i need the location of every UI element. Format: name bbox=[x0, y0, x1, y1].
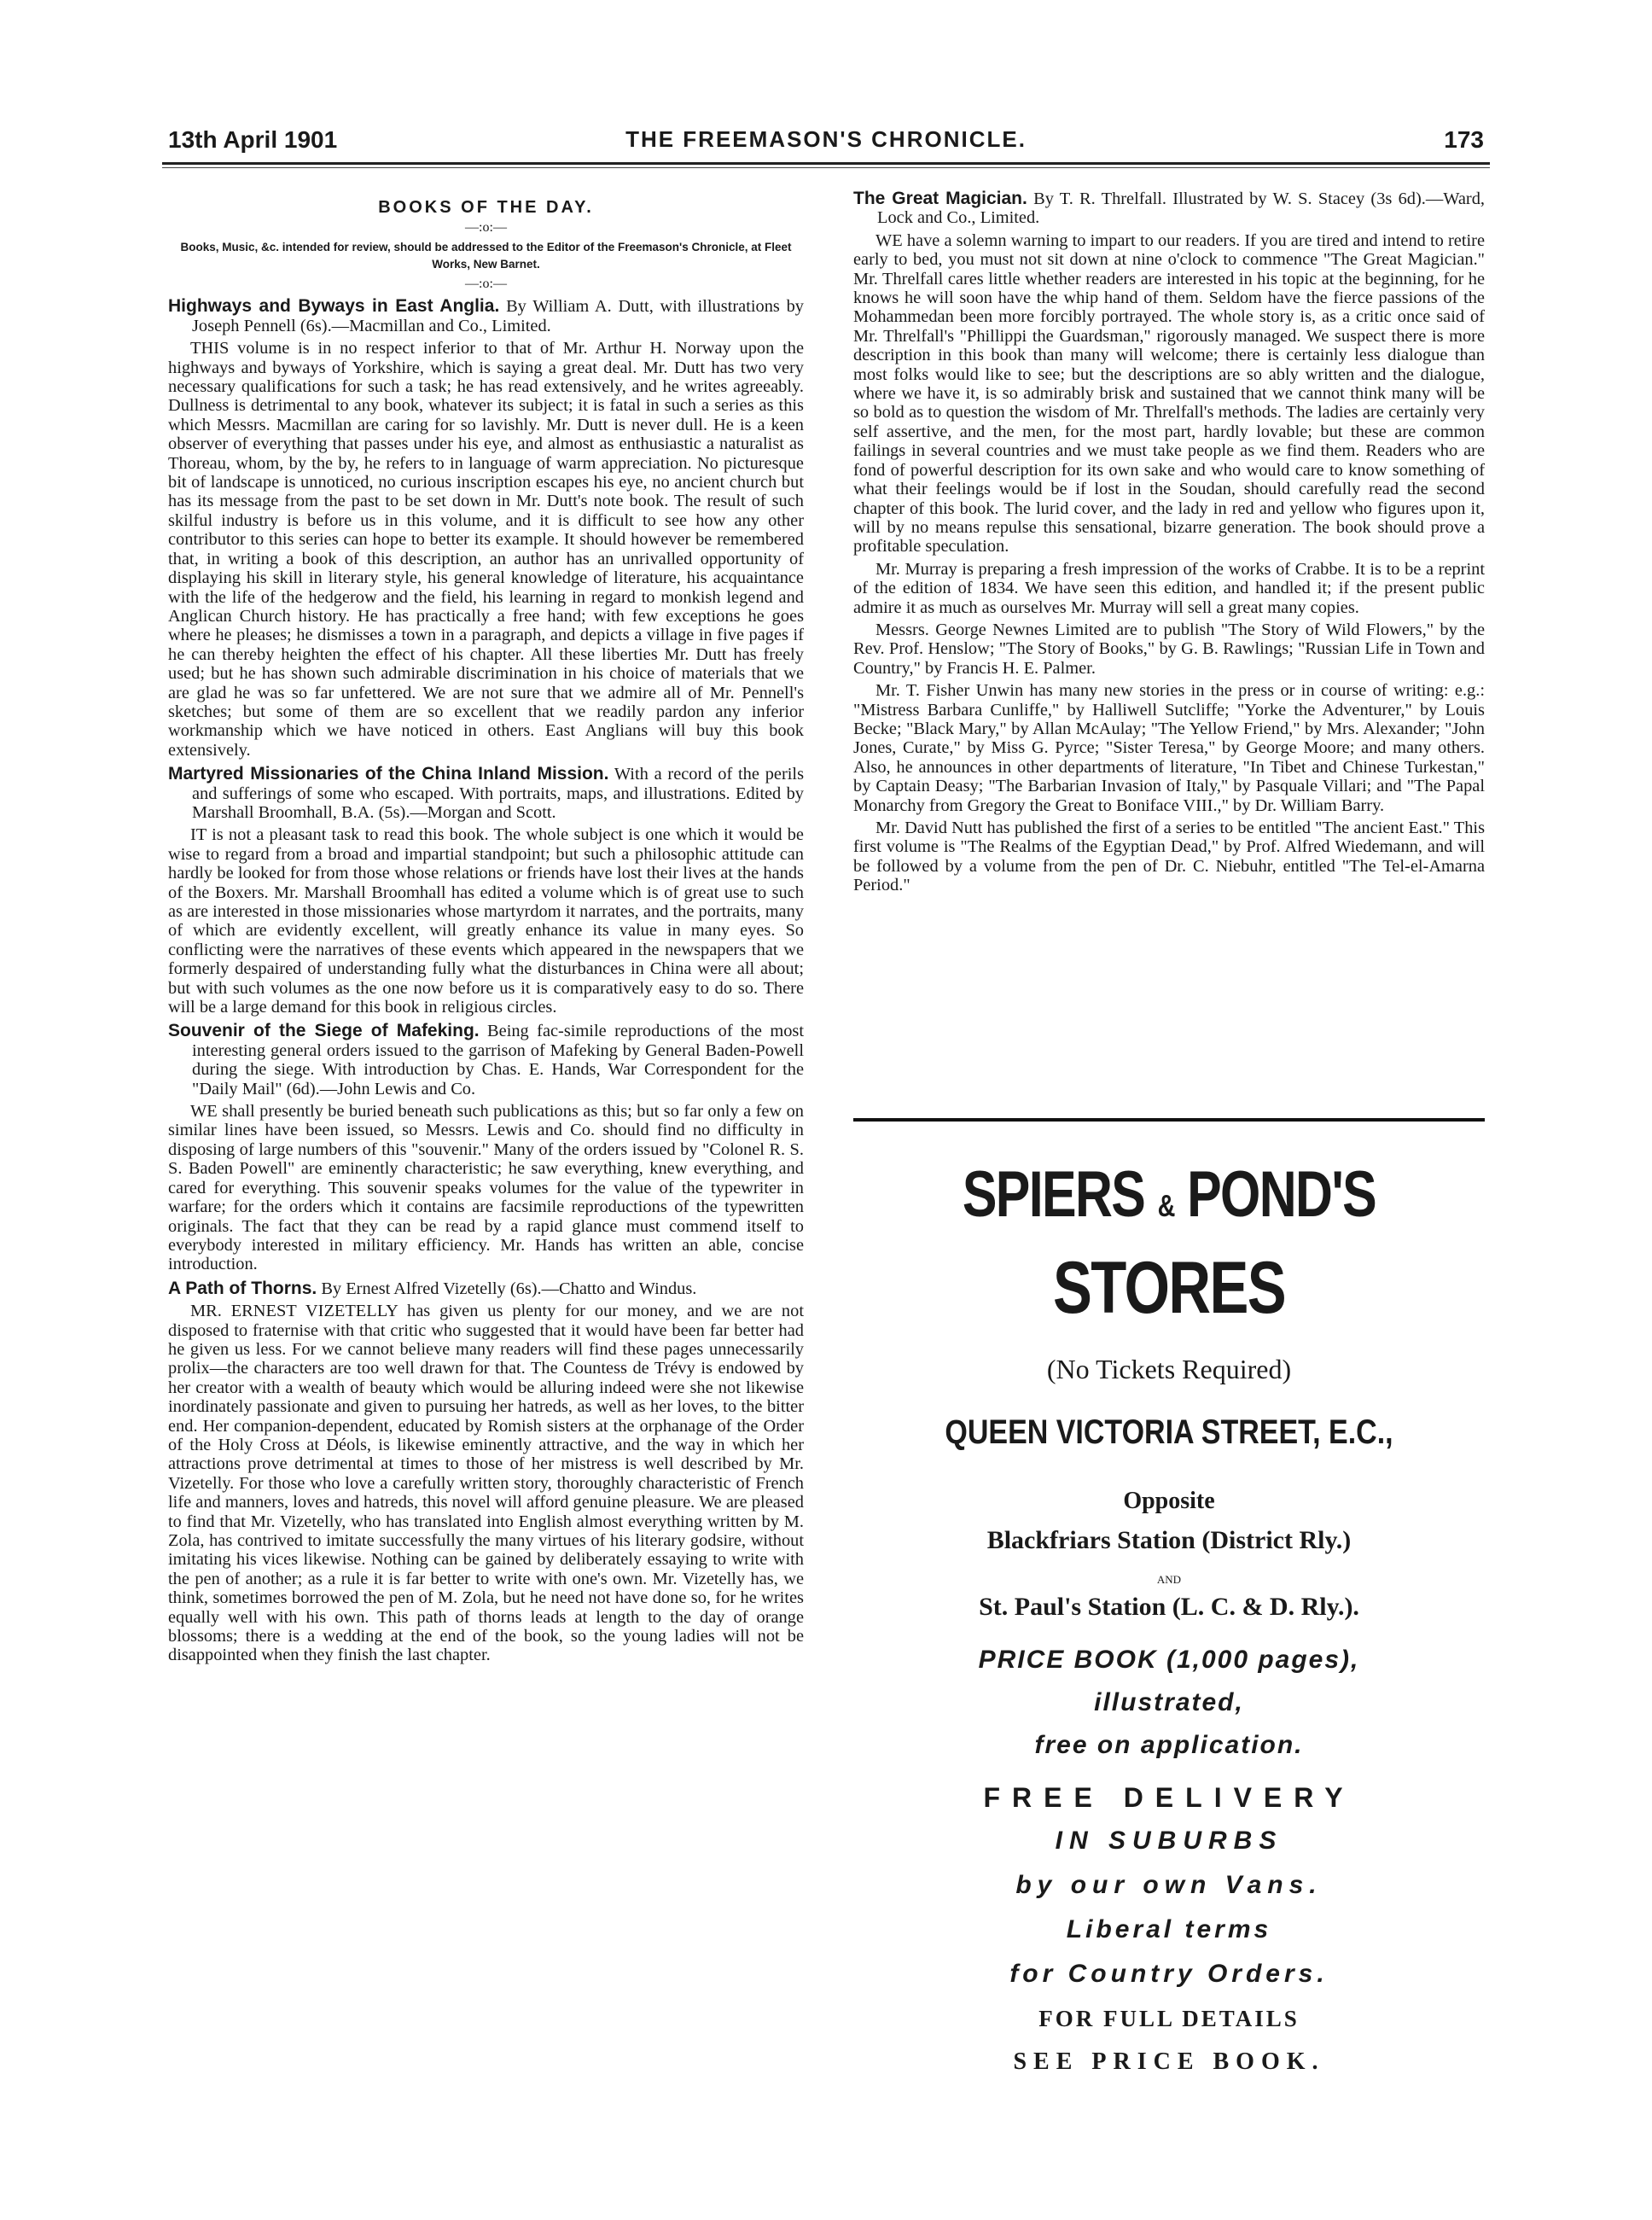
news-paragraph: Messrs. George Newnes Limited are to publish "The Story of Wild Flowers," by the Rev. Prof. Henslow; "The Story of Books," by G. B. Rawlings; "Russian Life in Town and Country," by Francis H. E. Palmer. bbox=[853, 620, 1485, 678]
advert-brand-amp: & bbox=[1157, 1188, 1174, 1223]
book-meta: With a record of the perils and sufferings of some who escaped. With portraits, maps, and illustrations. Edited by Marshall Broomhall, B.A. (5s).—Morgan and Scott. bbox=[192, 765, 805, 822]
advert-address: QUEEN VICTORIA STREET, E.C., bbox=[945, 1413, 1393, 1451]
review-entry bbox=[168, 297, 804, 760]
advert-stores: STORES bbox=[1052, 1247, 1286, 1329]
book-meta: Being fac-simile reproductions of the most interesting general orders issued to the garrison of Mafeking by General Baden-Powell during the siege. With introduction by Chas. E. Hands, War Correspondent for the "Daily Mail" (6d).—John Lewis and Co. bbox=[192, 1022, 805, 1098]
advert-free-delivery: FREE DELIVERY bbox=[983, 1782, 1355, 1813]
review-entry bbox=[168, 1279, 804, 1665]
advert-vans: by our own Vans. bbox=[1015, 1871, 1323, 1899]
advert-see-price-book: SEE PRICE BOOK. bbox=[1013, 2048, 1325, 2075]
header-rule-thin bbox=[162, 167, 1490, 168]
advert-free-application: free on application. bbox=[1034, 1731, 1304, 1759]
right-column bbox=[853, 189, 1485, 899]
review-paragraph: WE shall presently be buried beneath such publications as this; but so far only a few on similar lines have been issued, so Messrs. Lewis and Co. should find no difficulty in disposing of large numbers of this "souvenir." Many of the orders issued by "Colonel R. S. S. Baden Powell" are eminently characteristic; he saw everything, knew everything, and cared for everything. This souvenir speaks volumes for the value of the typewriter in warfare; for the orders which it contains are facsimile reproductions of the typewritten originals. The fact that they can be read by a rapid glance must commend itself to everybody interested in military efficiency. Mr. Hands has written an able, concise introduction. bbox=[168, 1102, 804, 1274]
entry-heading bbox=[168, 765, 804, 822]
advert-illustrated: illustrated, bbox=[1094, 1688, 1244, 1716]
submission-note: Books, Music, &c. intended for review, should be addressed to the Editor of the Freemason's Chronicle, at Fleet Works, New Barnet. bbox=[180, 241, 792, 271]
spiers-pond-advert bbox=[853, 1125, 1485, 2081]
review-paragraph: THIS volume is in no respect inferior to that of Mr. Arthur H. Norway upon the highways and byways of Yorkshire, which is saying a great deal. Mr. Dutt has two very necessary qualifications for such a task; he has read extensively, and he writes agreeably. Dullness is detrimental to any book, whatever its subject; it is fatal in such a series as this which Messrs. Macmillan are caring for so lavishly. Mr. Dutt is never dull. He is a keen observer of everything that passes under his eye, and almost as enthusiastic a naturalist as Thoreau, whom, by the by, he refers to in language of warm appreciation. No picturesque bit of landscape is unnoticed, no curious inscription escapes his eye, no ancient church but has its message from the past to be set down in Mr. Dutt's note book. The result of such skilful industry is before us in this volume, and it is difficult to see how any other contributor to this series can hope to better its example. It should however be remembered that, in writing a book of this description, an author has an unrivalled opportunity of displaying his skill in literary style, his general knowledge of literature, his acquaintance with the life of the hedgerow and the field, his learning in regard to monkish legend and Anglican Church history. He has practically a free hand; with few exceptions he goes where he pleases; he dismisses a town in a paragraph, and depicts a village in five pages if he can thereby heighten the effect of his chapter. All these liberties Mr. Dutt has freely used; but he has shown such admirable discrimination in his choice of materials that we are glad he was so far unfettered. We are not sure that we admire all of Mr. Pennell's sketches; but some of them are so excellent that we readily pardon any inferior workmanship which we have noticed in others. East Anglians will buy this book extensively. bbox=[168, 339, 804, 760]
publication-title: THE FREEMASON'S CHRONICLE. bbox=[625, 126, 1027, 152]
page-number: 173 bbox=[1444, 126, 1484, 153]
advert-station-2: St. Paul's Station (L. C. & D. Rly.). bbox=[979, 1593, 1359, 1621]
review-entry bbox=[168, 1022, 804, 1273]
review-paragraph: WE have a solemn warning to impart to our readers. If you are tired and intend to retire early to bed, you must not sit down at nine o'clock to commence "The Great Magician." Mr. Threlfall cares little whether readers are interested in his topic at the beginning, for he knows he will soon have the whip hand of them. Seldom have the fierce passions of the Mohammedan been more forcibly portrayed. The whole story is, as a critic once said of Mr. Threlfall's "Phillippi the Guardsman," rigorously managed. We suspect there is more description in this book than many will welcome; there is certainly less dialogue than most folks would like to see; but the descriptions are so ably written and the dialogue, where we have it, is so admirably brisk and sustained that we cannot think many will be so bold as to question the wisdom of Mr. Threlfall's methods. The ladies are certainly very self assertive, and the men, for the most part, hardly lovable; but these are common failings in several countries and we must take people as we find them. Readers who are fond of powerful description for its own sake and who would care to know something of what their feelings would be if lost in the Soudan, should carefully read the second chapter of this book. The lurid cover, and the lady in red and yellow who figures upon it, will by no means repulse this sensational, bizarre generation. The book should prove a profitable speculation. bbox=[853, 230, 1485, 556]
issue-date: 13th April 1901 bbox=[168, 126, 338, 153]
book-title: Highways and Byways in East Anglia. bbox=[168, 296, 500, 317]
divider: —:o:— bbox=[465, 277, 507, 292]
book-title: The Great Magician. bbox=[853, 189, 1027, 208]
review-paragraph: MR. ERNEST VIZETELLY has given us plenty for our money, and we are not disposed to fraternise with that critic who suggested that it would have been far better had he given us less. For we cannot believe many readers will find these pages unnecessarily prolix—the characters are too well drawn for that. The Countess de Trévy is endowed by her creator with a wealth of beauty which would be alluring indeed were she not likewise inordinately passionate and given to pursuing her hatreds, as well as her loves, to the bitter end. Her companion-dependent, educated by Romish sisters at the orphanage of the Order of the Holy Cross at Déols, is likewise eminently attractive, and the way in which her attractions prove detrimental at times to those of her mistress is well described by Mr. Vizetelly. For those who love a carefully written story, thoroughly characteristic of French life and manners, loves and hatreds, this novel will afford genuine pleasure. We are pleased to find that Mr. Vizetelly, who has translated into English almost everything written by M. Zola, has contrived to imitate successfully the many virtues of his literary godsire, without imitating his vices likewise. Nothing can be gained by deliberately essaying to write with the pen of another; as a rule it is far better to write with one's own. Mr. Vizetelly has, we think, sometimes borrowed the pen of M. Zola, but he need not have done so, for he writes equally well with his own. This path of thorns leads at length to the day of orange blossoms; there is a wedding at the end of the book, so the young ladies will not be disappointed when they finish the last chapter. bbox=[168, 1302, 804, 1665]
news-paragraph: Mr. David Nutt has published the first of a series to be entitled "The ancient East." This first volume is "The Realms of the Egyptian Dead," by Prof. Alfred Wiedemann, and will be followed by a volume from the pen of Dr. C. Niebuhr, entitled "The Tel-el-Amarna Period." bbox=[853, 819, 1485, 895]
advert-and: AND bbox=[1156, 1573, 1182, 1586]
advert-suburbs: IN SUBURBS bbox=[1055, 1827, 1283, 1855]
book-meta: By William A. Dutt, with illustrations by Joseph Pennell (6s).—Macmillan and Co., Limited. bbox=[192, 297, 804, 335]
news-paragraph: Mr. Murray is preparing a fresh impression of the works of Crabbe. It is to be a reprint of the edition of 1834. We have seen this edition, and handled it; if the present public admire it as much as ourselves Mr. Murray will sell a great many copies. bbox=[853, 559, 1485, 617]
advert-station-1: Blackfriars Station (District Rly.) bbox=[986, 1526, 1352, 1554]
header-rule bbox=[162, 162, 1490, 165]
news-paragraph: Mr. T. Fisher Unwin has many new stories in the press or in course of writing: e.g.: "Mistress Barbara Cunliffe," by Halliwell Sutcliffe; "Yorke the Adventurer," by Louis Becke; "Black Mary," by Allan McAulay; "The Yellow Friend," by Mrs. Alexander; "John Jones, Curate," by Miss G. Pyrce; "Sister Teresa," by George Moore; and many others. Also, he announces in other departments of literature, "In Tibet and Chinese Turkestan," by Captain Deasy; "The Barbarian Invasion of Italy," by Pasquale Villari; and "The Papal Monarchy from Gregory the Great to Boniface VIII.," by Dr. William Barry. bbox=[853, 681, 1485, 815]
section-title: BOOKS OF THE DAY. bbox=[378, 198, 594, 217]
advert-brand-b: POND'S bbox=[1187, 1158, 1376, 1231]
advert-tickets: (No Tickets Required) bbox=[1046, 1354, 1292, 1384]
book-meta: By T. R. Threlfall. Illustrated by W. S. Stacey (3s 6d).—Ward, Lock and Co., Limited. bbox=[877, 189, 1485, 228]
advert-rule bbox=[853, 1118, 1485, 1122]
left-column bbox=[168, 189, 804, 1669]
divider: —:o:— bbox=[465, 220, 507, 236]
book-title: Souvenir of the Siege of Mafeking. bbox=[168, 1021, 480, 1041]
review-entry bbox=[853, 189, 1485, 895]
advert-opposite: Opposite bbox=[1123, 1488, 1215, 1514]
advert-price-book: PRICE BOOK (1,000 pages), bbox=[978, 1646, 1360, 1674]
entry-heading bbox=[168, 297, 804, 335]
page-header bbox=[168, 126, 1484, 160]
book-title: A Path of Thorns. bbox=[168, 1278, 317, 1298]
advert-full-details: FOR FULL DETAILS bbox=[1038, 2006, 1300, 2031]
advert-country-orders: for Country Orders. bbox=[1009, 1960, 1329, 1988]
book-meta: By Ernest Alfred Vizetelly (6s).—Chatto and Windus. bbox=[321, 1279, 697, 1298]
entry-heading bbox=[168, 1022, 804, 1098]
review-paragraph: IT is not a pleasant task to read this book. The whole subject is one which it would be wise to regard from a broad and impartial standpoint; but such a philosophic attitude can hardly be looked for from those whose relations or friends have lost their lives at the hands of the Boxers. Mr. Marshall Broomhall has edited a volume which is of great use to such as are interested in those missionaries whose martyrdom it narrates, and the portraits, many of which are evidently excellent, will greatly enhance its value in many eyes. So conflicting were the narratives of these events which appeared in the newspapers that we formerly despaired of understanding fully what the disturbances in China were all about; but with such volumes as the one now before us it is comparatively easy to do so. There will be a large demand for this book in religious circles. bbox=[168, 825, 804, 1017]
book-title: Martyred Missionaries of the China Inland Mission. bbox=[168, 764, 609, 784]
entry-heading bbox=[168, 1279, 804, 1298]
advert-brand bbox=[916, 1157, 1422, 1232]
advert-brand-a: SPIERS bbox=[962, 1158, 1145, 1231]
entry-heading bbox=[853, 189, 1485, 228]
review-entry bbox=[168, 765, 804, 1017]
advert-liberal-terms: Liberal terms bbox=[1066, 1915, 1272, 1943]
